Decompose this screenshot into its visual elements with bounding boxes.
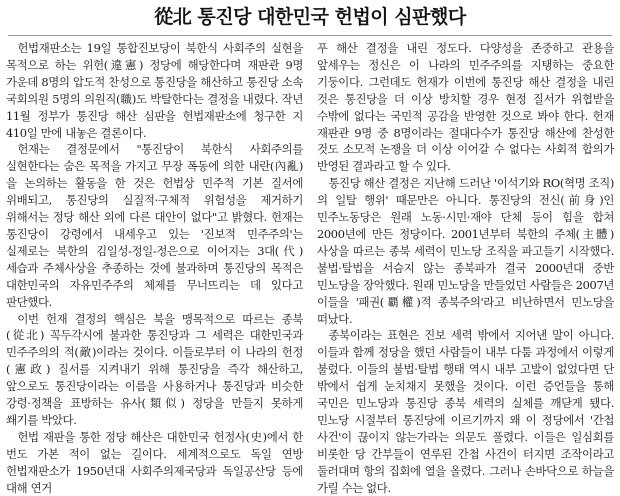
paragraph: 헌법 재판을 통한 정당 해산은 대한민국 헌정사(史)에서 한 번도 가본 적이 없는 길이다. 세계적으로도 독일 연방 헌법재판소가 1950년대 사회주의제국당과 독일공산당 등에 대해 연거 xyxy=(6,429,303,495)
paragraph: 종북이라는 표현은 진보 세력 밖에서 지어낸 말이 아니다. 이들과 함께 정당을 했던 사람들이 내부 다툼 과정에서 이렇게 불렀다. 이들의 불법·탈법 행태 역시 내부 고발이 없었다면 단 밖에서 쉽게 눈치채지 못했을 것이다. 이런 증언들을 통해 국민은 민노당과 통진당 종북 세력의 실체를 깨닫게 됐다. 민노당 시절부터 통진당에 이르기까지 왜 이 정당에서 '간첩 사건'이 끊이지 않는가라는 의문도 풀렸다. 이들은 일심회를 비롯한 당 간부들이 연루된 간첩 사건이 터지면 조작이라고 둘러대며 항의 집회에 열을 올렸다. 그러나 손바닥으로 하늘을 가릴 수는 없다. xyxy=(317,328,614,495)
headline: 從北 통진당 대한민국 헌법이 심판했다 xyxy=(154,6,466,28)
headline-divider xyxy=(8,35,612,36)
paragraph: 푸 해산 결정을 내린 정도다. 다양성을 존중하고 관용을 앞세우는 정신은 이 나라의 민주주의를 지탱하는 중요한 기둥이다. 그런데도 헌재가 이번에 통진당 해산 결정을 내린 것은 통진당을 더 이상 방치할 경우 현정 질서가 위협받을 수밖에 없다는 국민적 공감을 반영한 것으로 봐야 한다. 헌재 재판관 9명 중 8명이라는 절대다수가 통진당 해산에 찬성한 것도 소모적 논쟁을 더 이상 이어갈 수 없다는 사회적 합의가 반영된 결과라고 할 수 있다. xyxy=(317,41,614,174)
paragraph: 통진당 해산 결정은 지난해 드러난 '이석기와 RO(혁명 조직)의 일탈 행위' 때문만은 아니다. 통진당의 전신(前身)인 민주노동당은 원래 노동·시민·재야 단체 등이 힘을 합쳐 2000년에 만든 정당이다. 2001년부터 북한의 주체(主體)사상을 따르는 종북 세력이 민노당 조직을 파고들기 시작했다. 불법·탈법을 서슴지 않는 종북파가 결국 2000년대 중반 민노당을 장악했다. 원래 민노당을 만들었던 사람들은 2007년 이들을 '패권(覇權)적 종북주의'라고 비난하면서 민노당을 떠났다. xyxy=(317,176,614,326)
paragraph: 헌법재판소는 19일 통합진보당이 북한식 사회주의 실현을 목적으로 하는 위헌(違憲) 정당에 해당한다며 재판관 9명 가운데 8명의 압도적 찬성으로 통진당을 해산하고 통진당 소속 국회의원 5명의 의원직(職)도 박탈한다는 결정을 내렸다. 작년 11월 정부가 통진당 해산 심판을 헌법재판소에 청구한 지 410일 만에 내놓은 결론이다. xyxy=(6,41,303,140)
paragraph: 이번 헌재 결정의 핵심은 북을 맹목적으로 따르는 종북(從北) 꼭두각시에 불과한 통진당과 그 세력은 대한민국과 민주주의의 적(敵)이라는 것이다. 이들로부터 이 나라의 헌정(憲政) 질서를 지켜내기 위해 통진당을 즉각 해산하고, 앞으로도 통진당이라는 이름을 사용하거나 통진당과 비슷한 강령·정책을 표방하는 유사(類似) 정당을 만들지 못하게 쐐기를 박았다. xyxy=(6,311,303,427)
article-column-left xyxy=(6,40,303,495)
paragraph: 헌재는 결정문에서 "통진당이 북한식 사회주의를 실현한다는 숨은 목적을 가지고 무장 폭동에 의한 내란(內亂)을 논의하는 활동을 한 것은 헌법상 민주적 기본 질서에 위배되고, 통진당의 실질적·구체적 위험성을 제거하기 위해서는 정당 해산 외에 다른 대안이 없다"고 밝혔다. 헌재는 통진당이 강령에서 내세우고 있는 '진보적 민주주의'는 실제로는 북한의 김일성-정일-정은으로 이어지는 3대(代) 세습과 주체사상을 추종하는 것에 불과하며 통진당의 목적은 대한민국의 자유민주주의 체제를 무너뜨리는 데 있다고 판단했다. xyxy=(6,142,303,309)
article-column-right xyxy=(317,40,614,495)
